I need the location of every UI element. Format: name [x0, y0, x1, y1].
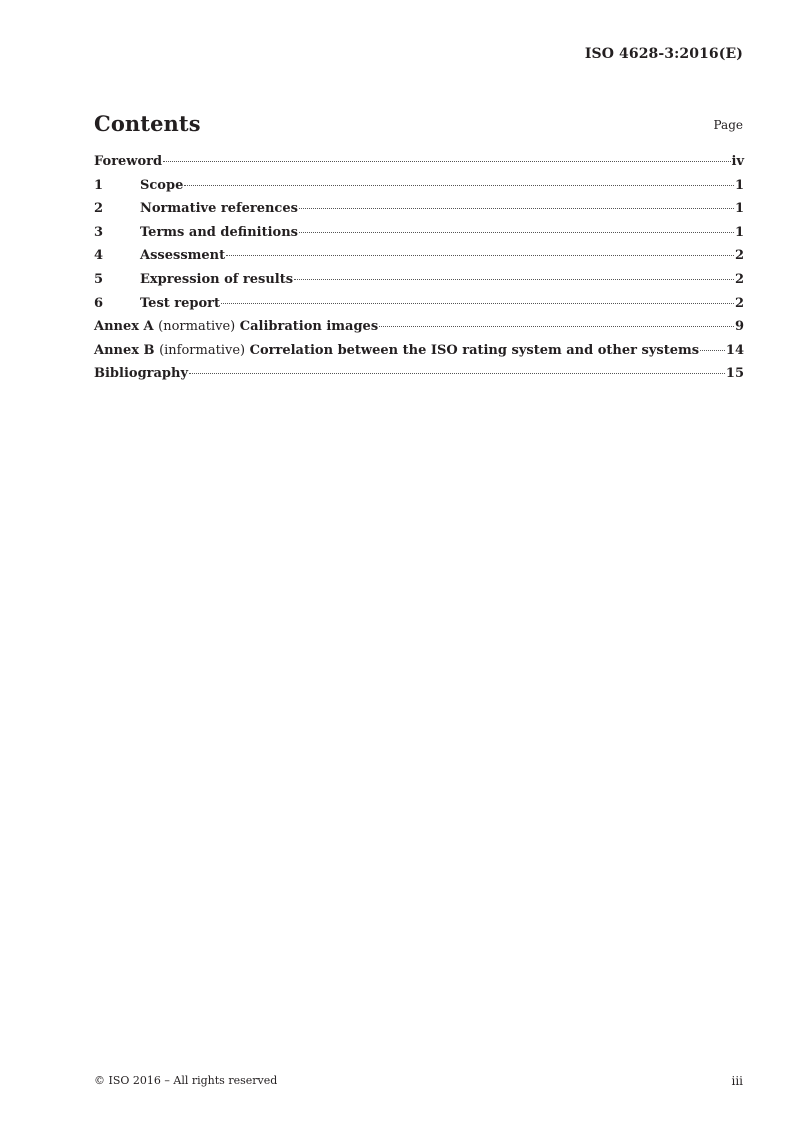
toc-entry-number: 6	[94, 295, 104, 311]
toc-entry-test-report[interactable]	[94, 296, 744, 320]
toc-dot-leader	[294, 279, 734, 280]
toc-entry-title: Foreword	[94, 154, 163, 169]
page-column-label: Page	[713, 118, 743, 132]
toc-entry-page: 1	[734, 224, 744, 240]
toc-entry-number: 4	[94, 248, 104, 264]
toc-dot-leader	[299, 232, 734, 233]
toc-entry-bibliography[interactable]	[94, 366, 744, 390]
toc-annex-qualifier: (normative)	[158, 319, 236, 335]
toc-entry-annex-a[interactable]	[94, 319, 744, 343]
toc-entry-page: iv	[731, 154, 744, 169]
toc-entry-terms-and-definitions[interactable]	[94, 225, 744, 249]
document-header-id: ISO 4628-3:2016(E)	[584, 46, 743, 62]
toc-entry-page: 1	[734, 201, 744, 217]
toc-entry-number: 5	[94, 271, 104, 287]
toc-dot-leader	[379, 326, 734, 327]
toc-entry-page: 2	[734, 248, 744, 264]
toc-entry-title: Correlation between the ISO rating system and other systems	[249, 342, 700, 358]
toc-entry-title: Normative references	[140, 201, 298, 217]
toc-entry-number: 2	[94, 201, 104, 217]
toc-annex-prefix: Annex A	[94, 319, 154, 335]
toc-dot-leader	[184, 185, 734, 186]
toc-entry-number: 1	[94, 177, 104, 193]
toc-entry-title: Assessment	[140, 248, 226, 264]
toc-entry-normative-references[interactable]	[94, 201, 744, 225]
toc-entry-title: Test report	[140, 295, 221, 311]
toc-dot-leader	[299, 208, 734, 209]
toc-dot-leader	[163, 161, 730, 162]
toc-annex-prefix: Annex B	[94, 342, 155, 358]
toc-entry-page: 1	[734, 177, 744, 193]
toc-entry-title: Scope	[140, 177, 184, 193]
toc-dot-leader	[189, 373, 725, 374]
footer-page-number: iii	[731, 1074, 743, 1088]
toc-dot-leader	[700, 350, 725, 351]
toc-entry-page: 14	[725, 342, 744, 358]
contents-heading: Contents	[94, 111, 201, 136]
toc-entry-page: 2	[734, 271, 744, 287]
footer-copyright: © ISO 2016 – All rights reserved	[94, 1074, 278, 1087]
toc-entry-title: Calibration images	[239, 319, 379, 335]
toc-entry-page: 9	[734, 319, 744, 335]
toc-entry-annex-b[interactable]	[94, 343, 744, 367]
toc-dot-leader	[221, 303, 734, 304]
toc-entry-foreword[interactable]	[94, 154, 744, 178]
toc-entry-title: Expression of results	[140, 271, 294, 287]
toc-annex-qualifier: (informative)	[159, 342, 246, 358]
toc-entry-scope[interactable]	[94, 178, 744, 202]
toc-entry-assessment[interactable]	[94, 248, 744, 272]
toc-entry-number: 3	[94, 224, 104, 240]
toc-entry-expression-of-results[interactable]	[94, 272, 744, 296]
table-of-contents	[94, 154, 744, 390]
toc-dot-leader	[226, 255, 734, 256]
toc-entry-title-group	[94, 319, 378, 334]
toc-entry-title-group	[94, 343, 699, 358]
toc-entry-title: Terms and definitions	[140, 224, 298, 240]
toc-entry-page: 15	[725, 366, 744, 382]
toc-entry-page: 2	[734, 295, 744, 311]
toc-entry-title: Bibliography	[94, 366, 189, 382]
